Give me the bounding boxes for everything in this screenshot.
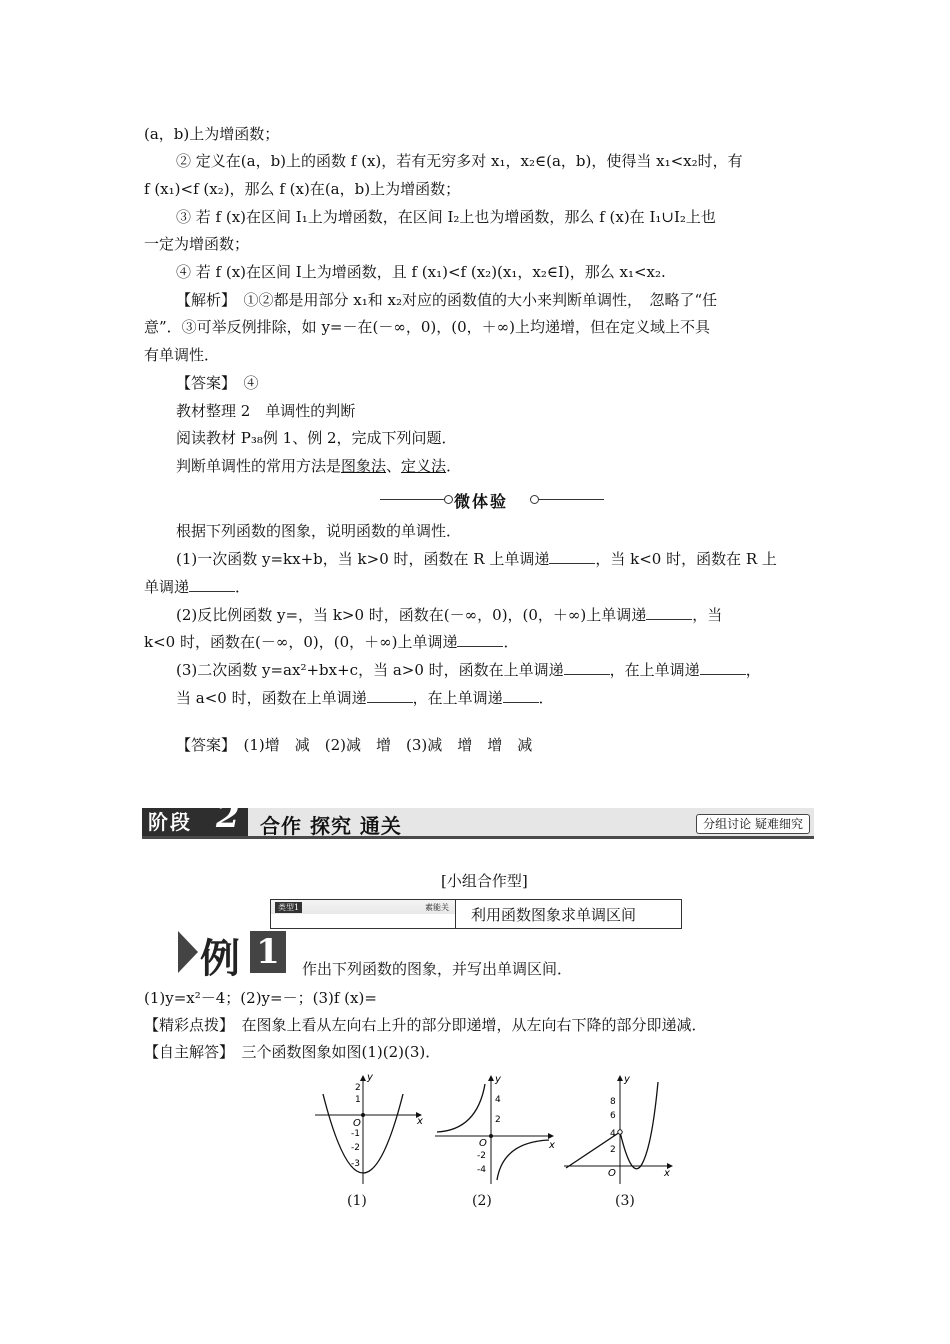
type-box [270,899,682,929]
text-line: 阅读教材 P₃₈例 1、例 2，完成下列问题． [176,429,457,447]
text-line: 有单调性． [144,346,220,364]
text-line: 意”．③可举反例排除，如 y=－在(－∞，0)，(0，＋∞)上均递增，但在定义域上不具 [144,318,710,336]
text-line: 判断单调性的常用方法是图象法、定义法． [176,457,462,475]
text-line: 单调递 ． [144,578,251,596]
y-axis-label: y [367,1072,373,1083]
text-line: (a，b)上为增函数； [144,125,280,143]
tick-label: -1 [351,1129,360,1139]
banner-title: 微体验 [454,492,509,511]
text-line: k<0 时，函数在(－∞，0)，(0，＋∞)上单调递 ． [144,633,519,651]
tick-label: 2 [610,1145,616,1155]
figure-3 [562,1072,676,1186]
tick-label: 4 [610,1129,616,1139]
blank[interactable] [549,549,595,564]
text-line: (2)反比例函数 y=，当 k>0 时，函数在(－∞，0)，(0，＋∞)上单调递 ，当 [176,606,723,624]
tick-label: 2 [355,1083,361,1093]
text-line: 一定为增函数； [144,235,250,253]
figure-2 [433,1072,559,1186]
figure-caption: (3) [615,1193,635,1209]
tick-label: -2 [351,1143,360,1153]
method-graph: 图象法 [341,457,387,475]
example-badge: 例 1 [178,929,286,975]
stage-title: 合作 探究 通关 [260,814,402,838]
blank[interactable] [189,577,235,592]
experience-banner [380,489,605,511]
method-definition: 定义法 [401,457,447,475]
text-line: f (x₁)<f (x₂)，那么 f (x)在(a，b)上为增函数； [144,180,461,198]
blank[interactable] [503,688,539,703]
arrow-icon [178,931,198,973]
tick-label: 6 [610,1111,616,1121]
y-axis-label: y [495,1074,501,1085]
tick-label: -2 [477,1151,486,1161]
stage-header [142,796,814,840]
text-line: ④ 若 f (x)在区间 I上为增函数，且 f (x₁)<f (x₂)(x₁，x₂∈I)，那么 x₁<x₂. [176,263,666,281]
blank[interactable] [646,605,692,620]
type-text: 利用函数图象求单调区间 [471,906,637,924]
tick-label: 4 [495,1095,501,1105]
blank[interactable] [564,660,610,675]
section-heading: 教材整理 2 单调性的判断 [176,402,356,420]
blank[interactable] [457,632,503,647]
text-line: ③ 若 f (x)在区间 I₁上为增函数，在区间 I₂上也为增函数，那么 f (x)在 I₁∪I₂上也 [176,208,716,226]
x-axis-label: x [549,1140,555,1151]
origin-label: O [608,1168,616,1179]
origin-label: O [353,1118,361,1129]
tick-label: 8 [610,1097,616,1107]
answer-line: 【答案】 (1)增 减 (2)减 增 (3)减 增 增 减 [176,736,533,754]
tick-label: 1 [355,1095,361,1105]
text-line: (3)二次函数 y=ax²+bx+c，当 a>0 时，函数在上单调递 ，在上单调递 ， [176,661,761,679]
solution-line: 【自主解答】 三个函数图象如图(1)(2)(3)． [144,1043,441,1061]
figure-1 [311,1072,429,1186]
text-line: (1)y=x²－4；(2)y=－；(3)f (x)= [144,989,377,1007]
text-line: 根据下列函数的图象，说明函数的单调性． [176,522,462,540]
example-prompt: 作出下列函数的图象，并写出单调区间． [302,960,573,978]
analysis-line: 【解析】 ①②都是用部分 x₁和 x₂对应的函数值的大小来判断单调性， 忽略了“任 [176,291,718,309]
stage-label: 阶段 2 [142,808,248,836]
origin-label: O [479,1138,487,1149]
type-label: 类型1 素能关 [271,900,456,928]
text-line: (1)一次函数 y=kx+b，当 k>0 时，函数在 R 上单调递 ，当 k<0 时，函数在 R 上 [176,550,777,568]
text-line: ② 定义在(a，b)上的函数 f (x)，若有无穷多对 x₁，x₂∈(a，b)，使得当 x₁<x₂时，有 [176,152,743,170]
figure-caption: (2) [472,1193,492,1209]
stage-tag: 分组讨论 疑难细究 [696,814,810,834]
tick-label: -4 [477,1165,486,1175]
text-line: 当 a<0 时，函数在上单调递 ，在上单调递 ． [176,689,554,707]
group-type-label: [小组合作型] [441,872,528,890]
answer-line: 【答案】 ④ [176,374,259,392]
hint-line: 【精彩点拨】 在图象上看从左向右上升的部分即递增，从左向右下降的部分即递减． [144,1016,707,1034]
x-axis-label: x [664,1168,670,1179]
figure-caption: (1) [347,1193,367,1209]
tick-label: 2 [495,1115,501,1125]
tick-label: -3 [351,1159,360,1169]
stage-number: 2 [216,796,240,836]
y-axis-label: y [624,1074,630,1085]
x-axis-label: x [417,1116,423,1127]
blank[interactable] [367,688,413,703]
blank[interactable] [700,660,746,675]
